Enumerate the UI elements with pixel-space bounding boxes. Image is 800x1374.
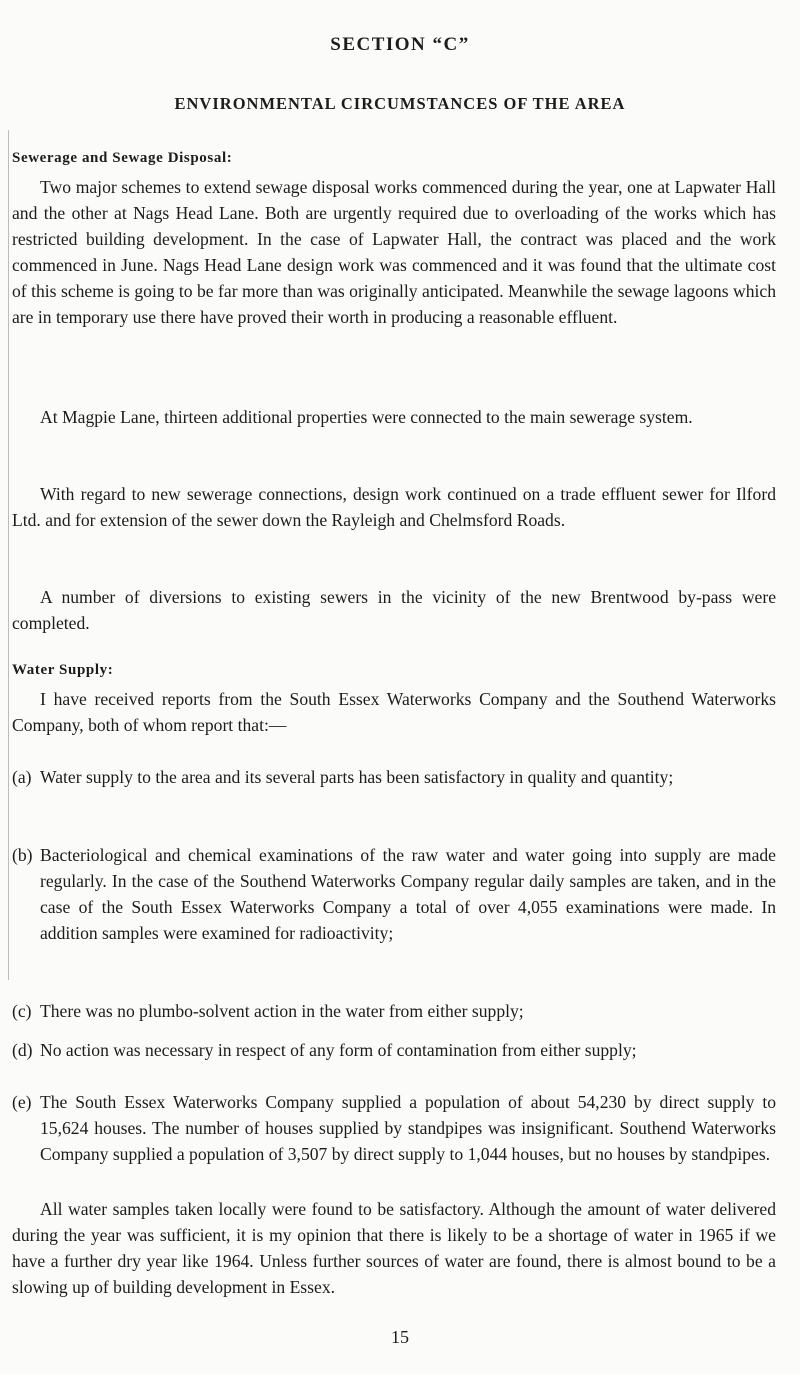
item-text: Water supply to the area and its several parts has been satisfactory in quality and quantity; (40, 767, 674, 787)
water-item-e (12, 1089, 776, 1167)
item-text: The South Essex Waterworks Company supplied a population of about 54,230 by direct supply to 15,624 houses. The number of houses supplied by standpipes was insignificant. Southend Waterworks Company supplied a population of 3,507 by direct supply to 1,044 houses, but no houses by standpipes. (40, 1092, 776, 1164)
water-item-b (12, 842, 776, 946)
margin-rule (8, 130, 9, 980)
item-marker: (e) (12, 1092, 32, 1112)
item-marker: (c) (12, 1001, 32, 1021)
item-marker: (b) (12, 845, 33, 865)
sewerage-heading: Sewerage and Sewage Disposal: (12, 150, 233, 166)
sewerage-paragraph-2: At Magpie Lane, thirteen additional properties were connected to the main sewerage system. (40, 407, 693, 427)
item-marker: (d) (12, 1040, 33, 1060)
sewerage-paragraph-3: With regard to new sewerage connections, design work continued on a trade effluent sewer for Ilford Ltd. and for extension of the sewer down the Rayleigh and Chelmsford Roads. (12, 484, 776, 530)
item-text: No action was necessary in respect of any form of contamination from either supply; (40, 1040, 637, 1060)
sewerage-paragraph-4: A number of diversions to existing sewers in the vicinity of the new Brentwood by-pass were completed. (12, 587, 776, 633)
water-closing-paragraph: All water samples taken locally were found to be satisfactory. Although the amount of water delivered during the year was sufficient, it is my opinion that there is likely to be a shortage of water in 1965 if we have a further dry year like 1964. Unless further sources of water are found, there is almost bound to be a slowing up of building development in Essex. (12, 1199, 776, 1297)
water-item-a (12, 764, 776, 790)
section-title: ENVIRONMENTAL CIRCUMSTANCES OF THE AREA (174, 94, 626, 113)
item-text: There was no plumbo-solvent action in the water from either supply; (40, 1001, 524, 1021)
water-supply-heading: Water Supply: (12, 662, 114, 678)
page-number: 15 (391, 1327, 409, 1347)
water-supply-intro: I have received reports from the South Essex Waterworks Company and the Southend Waterworks Company, both of whom report that:— (12, 689, 776, 735)
item-text: Bacteriological and chemical examinations of the raw water and water going into supply are made regularly. In the case of the Southend Waterworks Company regular daily samples are taken, and in the case of the South Essex Waterworks Company a total of over 4,055 examinations were made. In addition samples were examined for radioactivity; (40, 845, 776, 943)
sewerage-paragraph-1: Two major schemes to extend sewage disposal works commenced during the year, one at Lapwater Hall and the other at Nags Head Lane. Both are urgently required due to overloading of the works which has restricted building development. In the case of Lapwater Hall, the contract was placed and the work commenced in June. Nags Head Lane design work was commenced and it was found that the ultimate cost of this scheme is going to be far more than was originally anticipated. Meanwhile the sewage lagoons which are in temporary use there have proved their worth in producing a reasonable effluent. (12, 177, 776, 327)
water-item-c (12, 998, 776, 1024)
item-marker: (a) (12, 767, 32, 787)
section-heading: SECTION “C” (330, 34, 470, 55)
water-item-d (12, 1037, 776, 1063)
